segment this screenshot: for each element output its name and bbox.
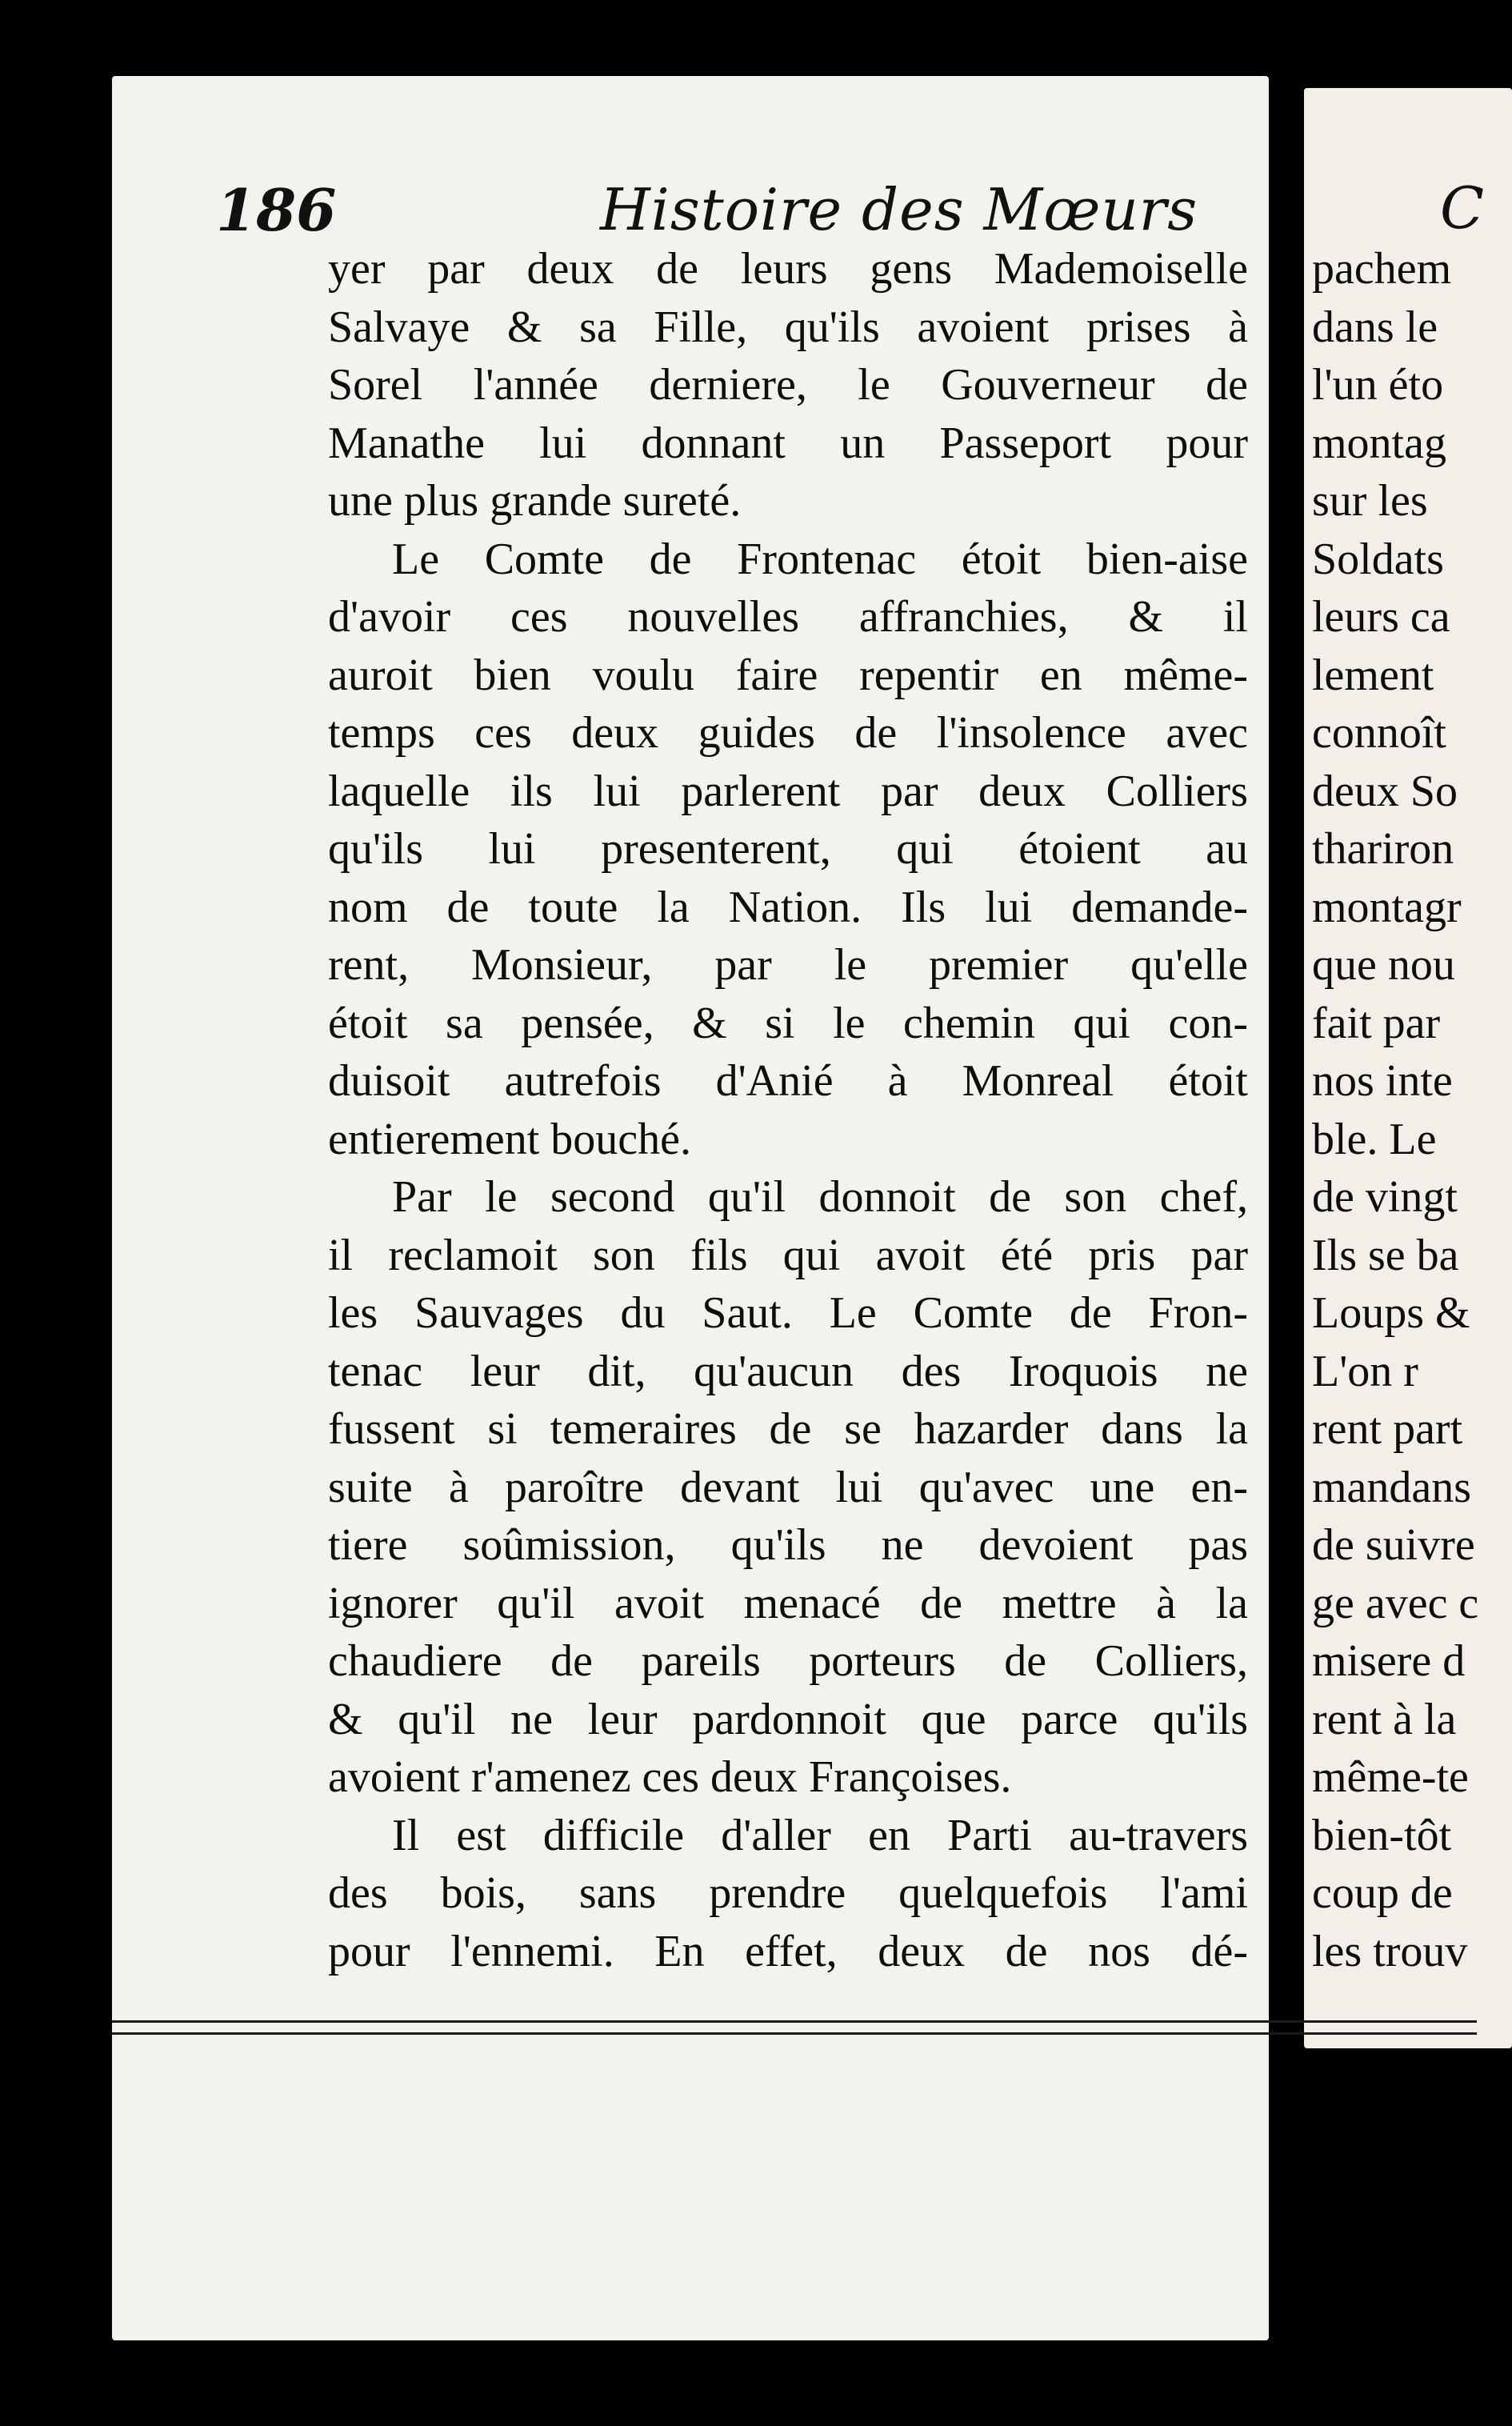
right-text-line: lement: [1312, 650, 1434, 700]
text-line: entierement bouché.: [328, 1114, 692, 1164]
text-line: il reclamoit son fils qui avoit été pris par: [328, 1230, 1248, 1280]
right-text-line: coup de: [1312, 1868, 1453, 1918]
right-text-line: connoît: [1312, 708, 1446, 758]
right-text-line: même-te: [1312, 1752, 1469, 1802]
right-text-line: montag: [1312, 418, 1446, 468]
right-text-line: fait par: [1312, 998, 1441, 1048]
right-text-line: les trouv: [1312, 1926, 1468, 1976]
right-text-line: Soldats: [1312, 534, 1444, 584]
text-line: yer par deux de leurs gens Mademoiselle: [328, 244, 1248, 294]
text-line: Manathe lui donnant un Passeport pour: [328, 418, 1248, 468]
right-text-line: ge avec c: [1312, 1578, 1479, 1628]
text-line: Le Comte de Frontenac étoit bien-aise: [392, 534, 1248, 584]
text-line: temps ces deux guides de l'insolence avec: [328, 708, 1248, 758]
text-line: pour l'ennemi. En effet, deux de nos dé-: [328, 1926, 1248, 1976]
text-line: fussent si temeraires de se hazarder dans la: [328, 1404, 1248, 1454]
text-line: chaudiere de pareils porteurs de Colliers,: [328, 1636, 1248, 1686]
text-line: Par le second qu'il donnoit de son chef,: [392, 1172, 1248, 1222]
right-text-line: montagr: [1312, 882, 1462, 932]
text-line: tenac leur dit, qu'aucun des Iroquois ne: [328, 1346, 1248, 1396]
right-text-line: deux So: [1312, 766, 1458, 816]
right-text-line: rent à la: [1312, 1694, 1457, 1744]
page-number: 186: [216, 176, 337, 244]
page-header: [216, 168, 1240, 248]
right-text-line: de vingt: [1312, 1172, 1458, 1222]
text-line: rent, Monsieur, par le premier qu'elle: [328, 940, 1248, 990]
right-text-line: misere d: [1312, 1636, 1466, 1686]
right-text-line: dans le: [1312, 302, 1438, 352]
text-line: duisoit autrefois d'Anié à Monreal étoit: [328, 1056, 1248, 1106]
right-text-line: bien-tôt: [1312, 1810, 1452, 1860]
right-page-text: [1312, 240, 1479, 1980]
text-line: qu'ils lui presenterent, qui étoient au: [328, 824, 1248, 874]
right-text-line: leurs ca: [1312, 592, 1450, 642]
text-line: avoient r'amenez ces deux Françoises.: [328, 1752, 1012, 1802]
text-line: des bois, sans prendre quelquefois l'ami: [328, 1868, 1248, 1918]
book-gutter: [1269, 76, 1304, 2340]
right-text-line: Ils se ba: [1312, 1230, 1459, 1280]
text-line: Salvaye & sa Fille, qu'ils avoient prises à: [328, 302, 1248, 352]
right-text-line: thariron: [1312, 824, 1454, 874]
text-line: Il est difficile d'aller en Parti au-travers: [392, 1810, 1248, 1860]
text-line: laquelle ils lui parlerent par deux Colliers: [328, 766, 1248, 816]
text-line: auroit bien voulu faire repentir en même-: [328, 650, 1248, 700]
text-line: d'avoir ces nouvelles affranchies, & il: [328, 592, 1248, 642]
right-text-line: l'un éto: [1312, 360, 1444, 410]
right-text-line: nos inte: [1312, 1056, 1453, 1106]
right-text-line: pachem: [1312, 244, 1452, 294]
right-text-line: de suivre: [1312, 1520, 1475, 1570]
text-line: & qu'il ne leur pardonnoit que parce qu'ils: [328, 1694, 1248, 1744]
right-text-line: Loups &: [1312, 1288, 1470, 1338]
right-text-line: rent part: [1312, 1404, 1463, 1454]
text-line: une plus grande sureté.: [328, 476, 742, 526]
right-text-line: ble. Le: [1312, 1114, 1437, 1164]
text-line: ignorer qu'il avoit menacé de mettre à la: [328, 1578, 1248, 1628]
text-line: tiere soûmission, qu'ils ne devoient pas: [328, 1520, 1248, 1570]
text-line: Sorel l'année derniere, le Gouverneur de: [328, 360, 1248, 410]
body-text: [328, 240, 1248, 1980]
right-text-line: mandans: [1312, 1462, 1472, 1512]
page-bottom-rule: [112, 2020, 1477, 2023]
right-text-line: sur les: [1312, 476, 1428, 526]
text-line: étoit sa pensée, & si le chemin qui con-: [328, 998, 1248, 1048]
text-line: nom de toute la Nation. Ils lui demande-: [328, 882, 1248, 932]
right-text-line: que nou: [1312, 940, 1455, 990]
text-line: suite à paroître devant lui qu'avec une en-: [328, 1462, 1248, 1512]
right-page-header: C: [1440, 174, 1485, 242]
right-text-line: L'on r: [1312, 1346, 1418, 1396]
running-title: Histoire des Mœurs: [600, 176, 1198, 243]
page-bottom-rule: [112, 2032, 1477, 2035]
text-line: les Sauvages du Saut. Le Comte de Fron-: [328, 1288, 1248, 1338]
